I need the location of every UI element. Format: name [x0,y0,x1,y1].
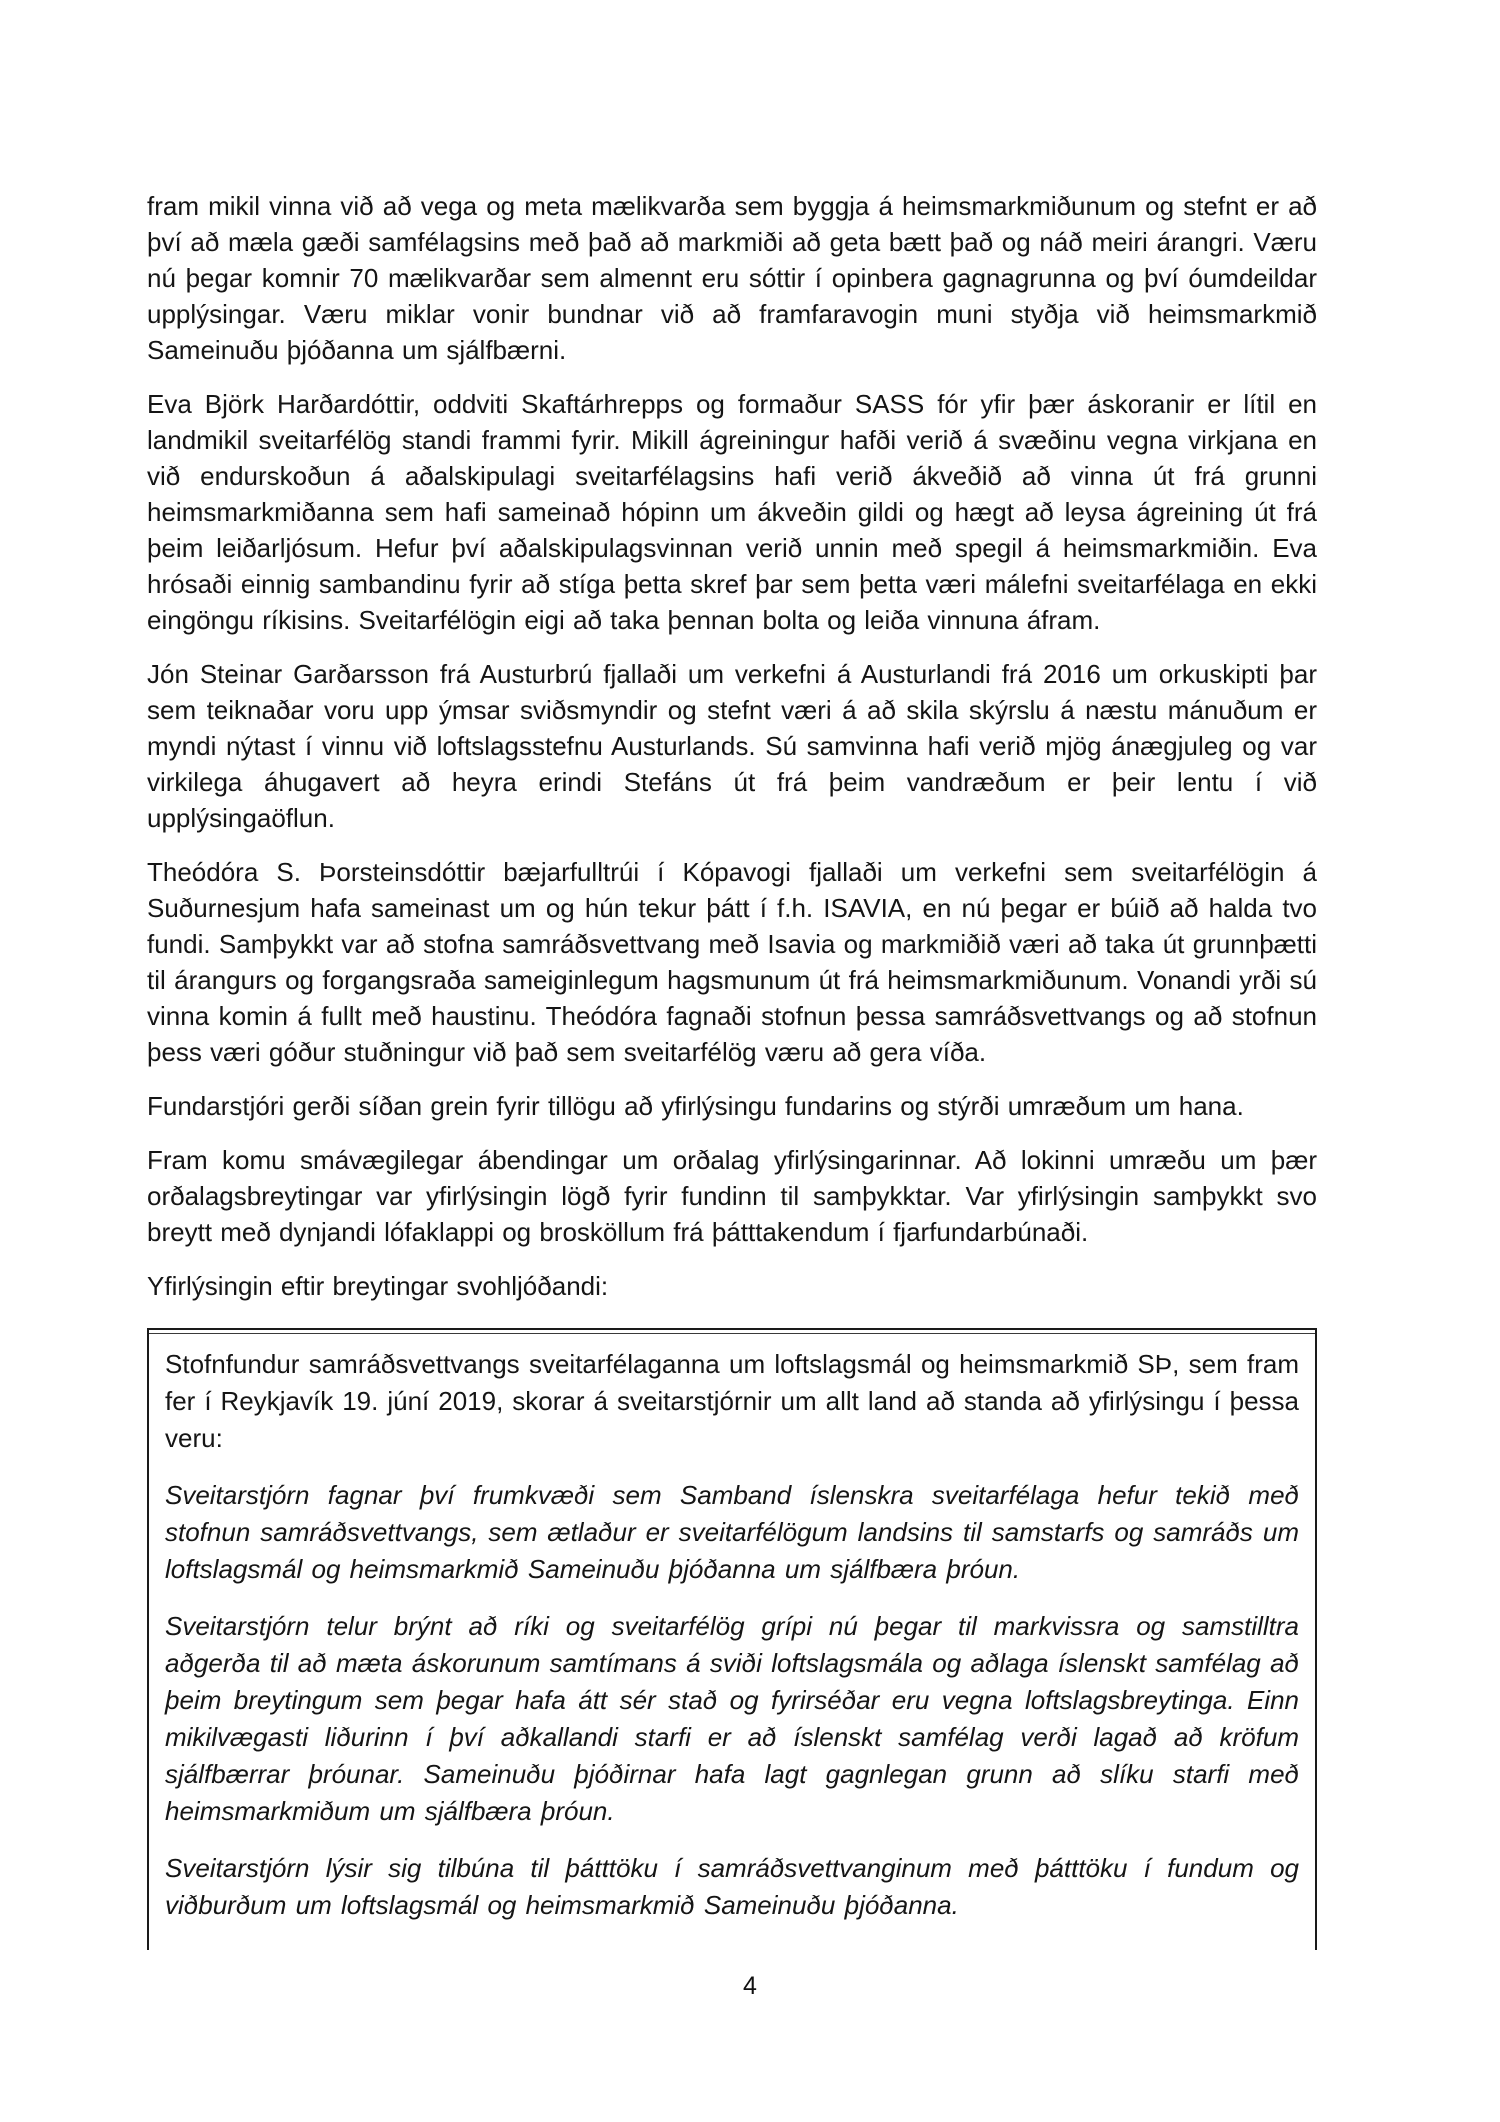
declaration-intro: Stofnfundur samráðsvettvangs sveitarfélaganna um loftslagsmál og heimsmarkmið SÞ, sem fram fer í Reykjavík 19. júní 2019, skorar á sveitarstjórnir um allt land að standa að yfirlýsingu í þessa veru: [165,1349,1299,1453]
text-column [147,188,1317,1950]
paragraph-eva-bjork: Eva Björk Harðardóttir, oddviti Skaftárhrepps og formaður SASS fór yfir þær áskoranir er lítil en landmikil sveitarfélög standi frammi fyrir. Mikill ágreiningur hafði verið á svæðinu vegna virkjana en við endurskoðun á aðalskipulagi sveitarfélagsins hafi verið ákveðið að vinna út frá grunni heimsmarkmiðanna sem hafi sameinað hópinn um ákveðin gildi og hægt að leysa ágreining út frá þeim leiðarljósum. Hefur því aðalskipulagsvinnan verið unnin með spegil á heimsmarkmiðin. Eva hrósaði einnig sambandinu fyrir að stíga þetta skref þar sem þetta væri málefni sveitarfélaga en ekki eingöngu ríkisins. Sveitarfélögin eigi að taka þennan bolta og leiða vinnuna áfram. [147,389,1317,635]
paragraph-yfirlysing-intro: Yfirlýsingin eftir breytingar svohljóðandi: [147,1271,609,1301]
paragraph-jon-steinar: Jón Steinar Garðarsson frá Austurbrú fjallaði um verkefni á Austurlandi frá 2016 um orkuskipti þar sem teiknaðar voru upp ýmsar sviðsmyndir og stefnt væri á að skila skýrslu á næstu mánuðum er myndi nýtast í vinnu við loftslagsstefnu Austurlands. Sú samvinna hafi verið mjög ánægjuleg og var virkilega áhugavert að heyra erindi Stefáns út frá þeim vandræðum er þeir lentu í við upplýsingaöflun. [147,659,1317,833]
paragraph-theodora: Theódóra S. Þorsteinsdóttir bæjarfulltrúi í Kópavogi fjallaði um verkefni sem sveitarfélögin á Suðurnesjum hafa sameinast um og hún tekur þátt í f.h. ISAVIA, en nú þegar er búið að halda tvo fundi. Samþykkt var að stofna samráðsvettvang með Isavia og markmiðið væri að taka út grunnþætti til árangurs og forgangsraða sameiginlegum hagsmunum út frá heimsmarkmiðunum. Vonandi yrði sú vinna komin á fullt með haustinu. Theódóra fagnaði stofnun þessa samráðsvettvangs og að stofnun þess væri góður stuðningur við það sem sveitarfélög væru að gera víða. [147,857,1317,1067]
declaration-box [147,1328,1317,1950]
paragraph-framfaravog: fram mikil vinna við að vega og meta mælikvarða sem byggja á heimsmarkmiðunum og stefnt er að því að mæla gæði samfélagsins með það að markmiði að geta bætt það og náð meiri árangri. Væru nú þegar komnir 70 mælikvarðar sem almennt eru sóttir í opinbera gagnagrunna og því óumdeildar upplýsingar. Væru miklar vonir bundnar við að framfaravogin muni styðja við heimsmarkmið Sameinuðu þjóðanna um sjálfbærni. [147,191,1317,365]
page-number: 4 [743,1972,757,2000]
declaration-paragraph-fagnar: Sveitarstjórn fagnar því frumkvæði sem Samband íslenskra sveitarfélaga hefur tekið með stofnun samráðsvettvangs, sem ætlaður er sveitarfélögum landsins til samstarfs og samráðs um loftslagsmál og heimsmarkmið Sameinuðu þjóðanna um sjálfbæra þróun. [165,1480,1299,1584]
paragraph-fundarstjori: Fundarstjóri gerði síðan grein fyrir tillögu að yfirlýsingu fundarins og stýrði umræðum um hana. [147,1091,1244,1121]
declaration-paragraph-lysir-sig: Sveitarstjórn lýsir sig tilbúna til þátttöku í samráðsvettvanginum með þátttöku í fundum og viðburðum um loftslagsmál og heimsmarkmið Sameinuðu þjóðanna. [165,1853,1299,1920]
paragraph-abendingar: Fram komu smávægilegar ábendingar um orðalag yfirlýsingarinnar. Að lokinni umræðu um þær orðalagsbreytingar var yfirlýsingin lögð fyrir fundinn til samþykktar. Var yfirlýsingin samþykkt svo breytt með dynjandi lófaklappi og brosköllum frá þátttakendum í fjarfundarbúnaði. [147,1145,1317,1247]
declaration-paragraph-telur-brynt: Sveitarstjórn telur brýnt að ríki og sveitarfélög grípi nú þegar til markvissra og samstilltra aðgerða til að mæta áskorunum samtímans á sviði loftslagsmála og aðlaga íslenskt samfélag að þeim breytingum sem þegar hafa átt sér stað og fyrirséðar eru vegna loftslagsbreytinga. Einn mikilvægasti liðurinn í því aðkallandi starfi er að íslenskt samfélag verði lagað að kröfum sjálfbærrar þróunar. Sameinuðu þjóðirnar hafa lagt gagnlegan grunn að slíku starfi með heimsmarkmiðum um sjálfbæra þróun. [165,1611,1299,1826]
